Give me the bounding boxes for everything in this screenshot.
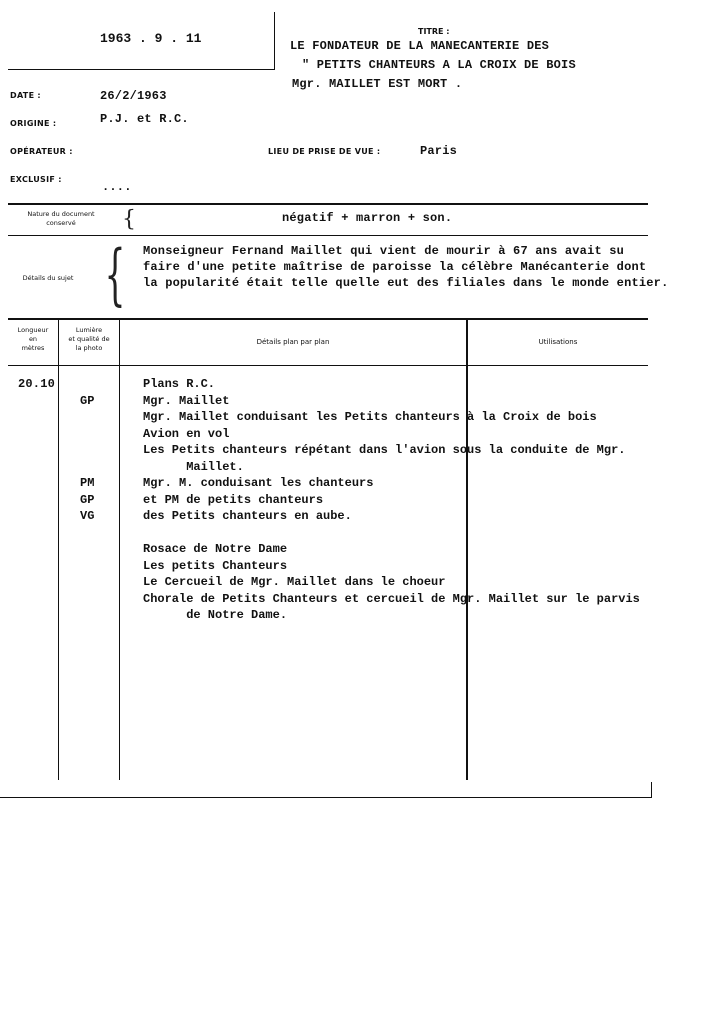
nature-label	[6, 210, 116, 228]
nature-brace: {	[122, 207, 136, 232]
title-line-3: Mgr. MAILLET EST MORT .	[292, 77, 463, 91]
row-detail: Les Petits chanteurs répétant dans l'avion sous la conduite de Mgr.	[143, 443, 626, 457]
details-line-3: la popularité était telle quelle eut des filiales dans le monde entier.	[143, 276, 669, 290]
nature-label-line-1: Nature du document	[27, 210, 95, 218]
origine-value: P.J. et R.C.	[100, 112, 189, 126]
table-top-rule	[8, 318, 648, 320]
header-box-right-border	[274, 12, 275, 70]
row-detail: Mgr. Maillet	[143, 393, 230, 408]
row-detail: Mgr. Maillet conduisant les Petits chanteurs à la Croix de bois	[143, 410, 597, 424]
length-value: 20.10	[18, 377, 56, 391]
row-detail: Maillet.	[143, 459, 244, 474]
details-label: Détails du sujet	[22, 274, 74, 282]
row-quality: GP	[80, 492, 95, 507]
row-detail: de Notre Dame.	[143, 608, 288, 622]
col-header-longueur	[8, 326, 58, 353]
title-label: TITRE :	[418, 27, 450, 36]
table-col-divider-3	[466, 320, 468, 780]
lieu-label: LIEU DE PRISE DE VUE :	[268, 147, 381, 156]
table-header-rule	[8, 365, 648, 366]
exclusif-label: EXCLUSIF :	[10, 175, 62, 184]
title-line-2: " PETITS CHANTEURS A LA CROIX DE BOIS	[302, 58, 576, 72]
row-detail: et PM de petits chanteurs	[143, 492, 324, 507]
row-detail: Mgr. M. conduisant les chanteurs	[143, 476, 374, 490]
nature-label-line-2: conservé	[46, 219, 76, 227]
nature-value: négatif + marron + son.	[282, 211, 453, 225]
row-detail: Avion en vol	[143, 426, 230, 441]
table-col-divider-2	[119, 320, 120, 780]
row-detail: Plans R.C.	[143, 377, 216, 391]
exclusif-value: ....	[102, 180, 132, 194]
date-value: 26/2/1963	[100, 89, 167, 103]
details-line-2: faire d'une petite maîtrise de paroisse la célèbre Manécanterie dont	[143, 260, 647, 274]
origine-label: ORIGINE :	[10, 119, 57, 128]
form-bottom-rule	[0, 797, 652, 798]
col-lumiere-line-3: la photo	[75, 344, 103, 352]
col-header-details: Détails plan par plan	[256, 338, 330, 346]
col-lumiere-line-1: Lumière	[75, 326, 103, 334]
col-lumiere-line-2: et qualité de	[68, 335, 110, 343]
title-line-1: LE FONDATEUR DE LA MANECANTERIE DES	[290, 39, 550, 53]
row-detail: Rosace de Notre Dame	[143, 542, 288, 556]
operateur-label: OPÉRATEUR :	[10, 147, 73, 156]
row-detail: Chorale de Petits Chanteurs et cercueil de Mgr. Maillet sur le parvis	[143, 591, 640, 606]
details-line-1: Monseigneur Fernand Maillet qui vient de mourir à 67 ans avait su	[143, 244, 625, 258]
row-quality: PM	[80, 476, 95, 490]
col-longueur-line-2: en	[28, 335, 38, 343]
row-quality: GP	[80, 393, 95, 408]
col-longueur-line-1: Longueur	[17, 326, 49, 334]
lieu-value: Paris	[420, 144, 458, 158]
details-brace: {	[104, 236, 126, 313]
row-detail: Les petits Chanteurs	[143, 558, 288, 573]
col-header-utilisations: Utilisations	[538, 338, 578, 346]
row-detail: des Petits chanteurs en aube.	[143, 509, 352, 523]
table-col-divider-1	[58, 320, 59, 780]
col-header-lumiere	[59, 326, 119, 353]
date-label: DATE :	[10, 91, 41, 100]
row-detail: Le Cercueil de Mgr. Maillet dans le choeur	[143, 575, 446, 589]
form-bottom-corner	[651, 782, 652, 798]
header-box-bottom-border	[8, 69, 275, 70]
row-quality: VG	[80, 509, 95, 523]
nature-top-rule	[8, 203, 648, 205]
col-longueur-line-3: mètres	[21, 344, 45, 352]
reference-number: 1963 . 9 . 11	[100, 31, 202, 46]
